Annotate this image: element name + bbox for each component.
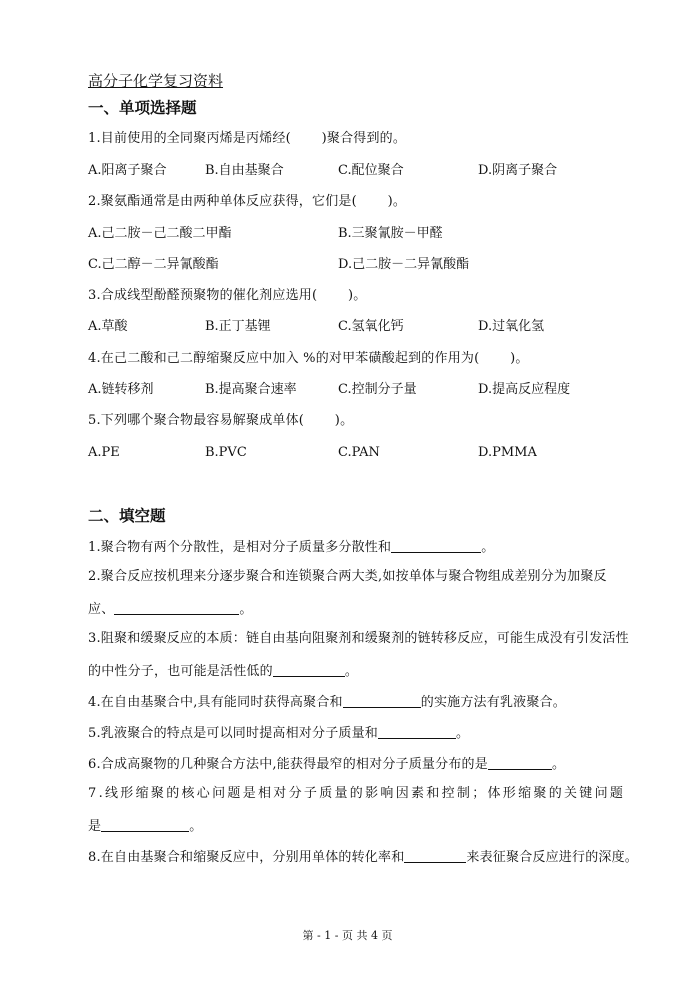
fill-item-7-line1: 7.线形缩聚的核心问题是相对分子质量的影响因素和控制；体形缩聚的关键问题 <box>88 786 626 801</box>
question-3-option-b: B.正丁基锂 <box>205 319 271 334</box>
fill-item-6-text: 6.合成高聚物的几种聚合方法中,能获得最窄的相对分子质量分布的是 <box>88 757 488 772</box>
question-3-option-a: A.草酸 <box>88 319 128 334</box>
fill-item-4 <box>88 694 566 709</box>
answer-blank-1[interactable] <box>391 539 481 553</box>
question-2-option-a: A.己二胺－己二酸二甲酯 <box>88 226 232 241</box>
question-2-stem: 2.聚氨酯通常是由两种单体反应获得，它们是( )。 <box>88 194 407 209</box>
answer-blank-7[interactable] <box>101 818 189 832</box>
fill-item-2-tail: 。 <box>239 602 253 617</box>
section-heading-fill-blank: 二、填空题 <box>88 506 166 525</box>
answer-blank-6[interactable] <box>488 756 552 770</box>
question-2-option-d: D.己二胺－二异氰酸酯 <box>338 257 470 272</box>
question-1-stem: 1.目前使用的全同聚丙烯是丙烯经( )聚合得到的。 <box>88 131 407 146</box>
question-3-stem: 3.合成线型酚醛预聚物的催化剂应选用( )。 <box>88 288 367 303</box>
question-4-option-a: A.链转移剂 <box>88 382 154 397</box>
fill-item-5-tail: 。 <box>456 726 470 741</box>
page-footer: 第 - 1 - 页 共 4 页 <box>302 929 393 942</box>
fill-item-2-text: 应、 <box>88 602 115 617</box>
fill-item-8-tail: 来表征聚合反应进行的深度。 <box>466 850 639 865</box>
fill-item-1 <box>88 539 494 554</box>
fill-item-8 <box>88 849 638 864</box>
fill-item-6 <box>88 756 565 771</box>
question-5-option-c: C.PAN <box>338 445 380 460</box>
question-2-option-b: B.三聚氰胺－甲醛 <box>338 226 443 241</box>
question-5-option-b: B.PVC <box>205 445 247 460</box>
fill-item-7-text: 是 <box>88 819 102 834</box>
question-4-option-d: D.提高反应程度 <box>478 382 571 397</box>
section-heading-choice: 一、单项选择题 <box>88 98 197 117</box>
answer-blank-3[interactable] <box>273 663 345 677</box>
document-title: 高分子化学复习资料 <box>88 72 224 90</box>
fill-item-5-text: 5.乳液聚合的特点是可以同时提高相对分子质量和 <box>88 726 379 741</box>
fill-item-3-tail: 。 <box>344 664 359 679</box>
question-1-option-c: C.配位聚合 <box>338 163 404 178</box>
fill-item-7-tail: 。 <box>189 819 203 834</box>
fill-item-3-line1: 3.阻聚和缓聚反应的本质：链自由基向阻聚剂和缓聚剂的链转移反应，可能生成没有引发活性 <box>88 631 629 646</box>
question-3-option-d: D.过氧化氢 <box>478 319 545 334</box>
fill-item-1-tail: 。 <box>481 540 495 555</box>
question-5-stem: 5.下列哪个聚合物最容易解聚成单体( )。 <box>88 413 354 428</box>
fill-item-1-text: 1.聚合物有两个分散性，是相对分子质量多分散性和 <box>88 540 392 555</box>
question-1-option-b: B.自由基聚合 <box>205 163 284 178</box>
fill-item-2-line2 <box>88 601 253 616</box>
fill-item-7-line2 <box>88 818 202 833</box>
question-5-option-a: A.PE <box>88 445 120 460</box>
fill-item-6-tail: 。 <box>551 757 566 772</box>
answer-blank-2[interactable] <box>114 601 239 615</box>
fill-item-8-text: 8.在自由基聚合和缩聚反应中，分别用单体的转化率和 <box>88 850 405 865</box>
answer-blank-5[interactable] <box>378 725 456 739</box>
fill-item-3-line2 <box>88 663 358 678</box>
question-5-option-d: D.PMMA <box>478 445 537 460</box>
fill-item-2-line1: 2.聚合反应按机理来分逐步聚合和连锁聚合两大类,如按单体与聚合物组成差别分为加聚反 <box>88 569 607 584</box>
fill-item-4-tail: 的实施方法有乳液聚合。 <box>420 695 566 710</box>
question-4-option-b: B.提高聚合速率 <box>205 382 297 397</box>
fill-item-5 <box>88 725 469 740</box>
question-4-option-c: C.控制分子量 <box>338 382 417 397</box>
question-1-option-a: A.阳离子聚合 <box>88 163 167 178</box>
question-3-option-c: C.氢氧化钙 <box>338 319 404 334</box>
answer-blank-4[interactable] <box>343 694 421 708</box>
question-1-option-d: D.阴离子聚合 <box>478 163 558 178</box>
question-4-stem: 4.在己二酸和己二醇缩聚反应中加入 %的对甲苯磺酸起到的作用为( )。 <box>88 351 529 366</box>
fill-item-4-text: 4.在自由基聚合中,具有能同时获得高聚合和 <box>88 695 343 710</box>
answer-blank-8[interactable] <box>404 849 466 863</box>
fill-item-3-text: 的中性分子，也可能是活性低的 <box>88 664 273 679</box>
question-2-option-c: C.己二醇－二异氰酸酯 <box>88 257 219 272</box>
